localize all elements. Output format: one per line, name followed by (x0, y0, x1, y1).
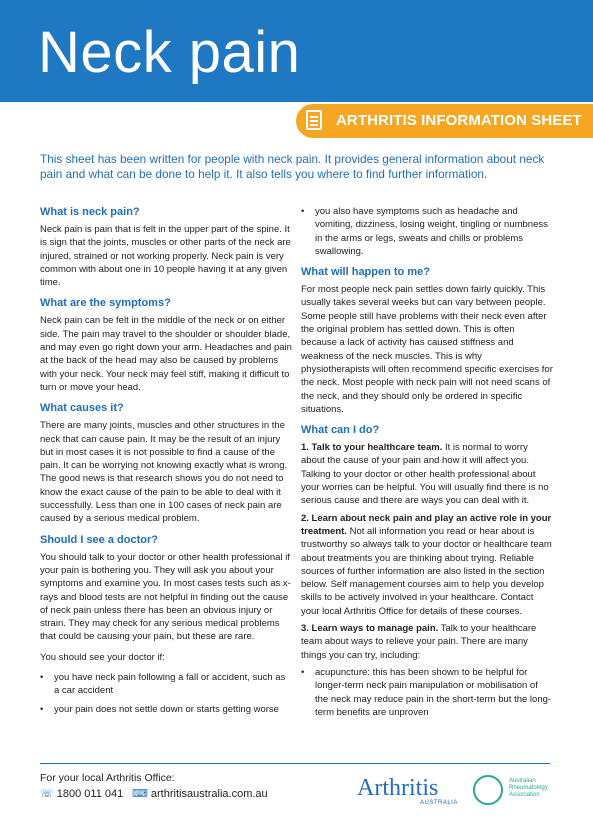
step-1: 1. Talk to your healthcare team. It is normal to worry about the cause of your pain and how it will affect you. Talking to your doctor or other health professional about your worries can be helpful. You will usually find there is no serious cause and there are ways you can deal with it. (301, 442, 549, 507)
para-what-is: Neck pain is pain that is felt in the upper part of the spine. It is sign that the joints, muscles or other parts of the neck are injured, strained or not working properly. Neck pain is very common with about one in 10 people having it at any given time. (40, 224, 291, 289)
heading-what-is: What is neck pain? (40, 206, 140, 218)
footer-divider (40, 763, 550, 764)
intro-paragraph: This sheet has been written for people with neck pain. It provides general information about neck pain and what can be done to help it. It also tells you where to find further information. (40, 152, 545, 181)
heading-what-will-happen: What will happen to me? (301, 266, 430, 279)
step-3: 3. Learn ways to manage pain. Talk to your healthcare team about ways to relieve your pain. There are many things you can try, including: (301, 623, 537, 661)
para-what-will-happen: For most people neck pain settles down fairly quickly. This usually takes several weeks but can vary between people. Some people still have problems with their neck even after the original problem has settled down. This is often because a lack of activity has caused stiffness and weakness of the neck muscles. This is why physiotherapists will often recommend specific exercises for the neck. Most people with neck pain will not need scans of the neck, and they should only be ordered in specific situations. (301, 284, 553, 415)
para-causes: There are many joints, muscles and other structures in the neck that can cause pain. It may be the result of an injury but in most cases it is not possible to find a cause of the pain. It can be worrying not knowing exactly what is wrong. The good news is that research shows you do not need to know the exact cause of the pain to be able to deal with it successfully. Less than one in 100 cases of neck pain are caused by a serious medical problem. (40, 420, 288, 525)
heading-causes: What causes it? (40, 402, 124, 415)
para-symptoms: Neck pain can be felt in the middle of the neck or on either side. The pain may travel to the shoulder or shoulder blade, and may even go right down your arm. Headaches and pain at the back of the head may also be caused by problems with your neck. Your neck may feel stiff, making it difficult to turn or move your head. (40, 315, 292, 393)
page-title: Neck pain (38, 20, 301, 85)
para-see-doctor-if: You should see your doctor if: (40, 651, 165, 663)
phone-icon: ☏ (40, 788, 54, 800)
list-item: • you have neck pain following a fall or accident, such as a car accident (40, 672, 286, 697)
heading-symptoms: What are the symptoms? (40, 297, 171, 310)
bullet-icon: • (301, 666, 305, 678)
list-item: • you also have symptoms such as headache and vomiting, dizziness, losing weight, tingling or numbness in the arms or legs, sweats and chills or problems swallowing. (301, 206, 548, 257)
right-column (301, 205, 553, 719)
web-icon: ⌨ (132, 788, 148, 800)
doctor-list-continued (301, 205, 553, 258)
ara-logo-text: Australian Rheumatology Association (509, 778, 548, 798)
bullet-icon: • (40, 703, 44, 715)
bullet-icon: • (301, 206, 305, 217)
list-item: • your pain does not settle down or starts getting worse (40, 703, 279, 715)
arthritis-logo-sub: AUSTRALIA (420, 800, 458, 806)
ara-logo-icon (473, 775, 503, 805)
banner-label: ARTHRITIS INFORMATION SHEET (336, 112, 582, 129)
heading-doctor: Should I see a doctor? (40, 533, 158, 546)
list-item: • acupuncture: this has been shown to be helpful for longer-term neck pain manipulation or mobilisation of the neck may reduce pain in the short-term but the long-term benefits are unproven (301, 666, 552, 718)
info-sheet-banner (296, 104, 593, 138)
heading-what-can-i-do: What can I do? (301, 424, 380, 437)
arthritis-logo: Arthritis (357, 775, 439, 801)
footer-phone[interactable]: ☏ 1800 011 041 (40, 788, 124, 800)
left-column (40, 205, 292, 716)
pain-list (301, 666, 553, 719)
step-2: 2. Learn about neck pain and play an active role in your treatment. Not all information you read or hear about is trustworthy so always talk to your doctor or healthcare team about treatments you are thinking about trying. Reliable sources of further information are also listed in the section below. Self management courses aim to help you develop skills to be actively involved in your healthcare. Contact your local Arthritis Office for details of these courses. (301, 512, 552, 617)
bullet-icon: • (40, 672, 44, 684)
footer-website[interactable]: ⌨ arthritisaustralia.com.au (132, 788, 268, 800)
header-band (0, 0, 593, 102)
document-icon (306, 110, 322, 130)
para-doctor: You should talk to your doctor or other health professional if your pain is bothering you. They will ask you about your symptoms and examine you. In most cases tests such as x-rays and blood tests are not helpful in finding out the cause of neck pain unless there has been an obvious injury or strain. They may check for any serious medical problems that could be causing your pain, but these are rare. (40, 551, 291, 643)
doctor-list (40, 671, 292, 716)
footer-label: For your local Arthritis Office: (40, 772, 175, 784)
